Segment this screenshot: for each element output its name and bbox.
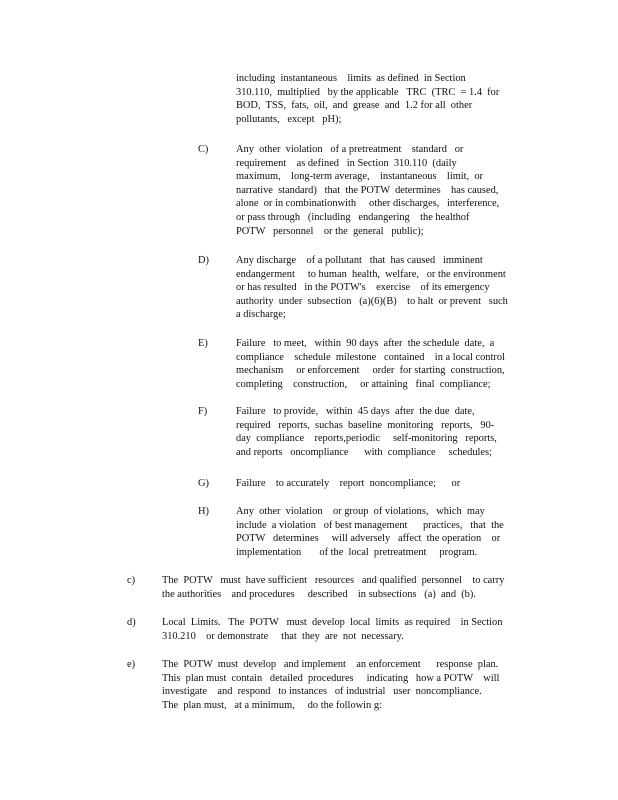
section-text: The POTW must have sufficient resources and qualified personnel to carry the authorities and procedures described in subsections (a) and (b). <box>162 575 505 600</box>
section-label: d) <box>127 617 136 628</box>
list-text: Failure to accurately report noncompliance; or <box>236 478 461 489</box>
list-text: Any discharge of a pollutant that has caused imminent endangerment to human health, welfare, or the environment or has resulted in the POTW's exercise of its emergency authority under subsection (a)(6)(B) to halt or prevent such a discharge; <box>236 255 508 321</box>
list-text: Failure to provide, within 45 days after the due date, required reports, suchas baseline monitoring reports, 90- day compliance reports,periodic self-monitoring reports, and reports oncompliance with compliance schedules; <box>236 406 497 458</box>
section-text: Local Limits. The POTW must develop local limits as required in Section 310.210 or demonstrate that they are not necessary. <box>162 617 503 642</box>
list-label: F) <box>198 406 208 417</box>
list-text: Failure to meet, within 90 days after the schedule date, a compliance schedule milestone contained in a local control mechanism or enforcement order for starting construction, completing construction, or attaining final compliance; <box>236 338 505 390</box>
list-text: Any other violation or group of violations, which may include a violation of best management practices, that the POTW determines will adversely affect the operation or implementation of the local pretreatment program. <box>236 506 504 558</box>
list-label: E) <box>198 338 208 349</box>
section-label: e) <box>127 659 136 670</box>
list-label: G) <box>198 478 209 489</box>
list-text: Any other violation of a pretreatment standard or requirement as defined in Section 310.110 (daily maximum, long-term average, instantaneous limit, or narrative standard) that the POTW determines has caused, alone or in combinationwith other discharges, interference, or pass through (including endangering the healthof POTW personnel or the general public); <box>236 144 500 237</box>
section-label: c) <box>127 575 136 586</box>
continuation-text: including instantaneous limits as defined in Section 310.110, multiplied by the applicable TRC (TRC = 1.4 for BOD, TSS, fats, oil, and grease and 1.2 for all other pollutants, except pH); <box>236 73 500 125</box>
list-label: D) <box>198 255 209 266</box>
section-text: The POTW must develop and implement an enforcement response plan. This plan must contain detailed procedures indicating how a POTW will investigate and respond to instances of industrial user noncompliance. The plan must, at a minimum, do the followin g: <box>162 659 500 711</box>
list-label: C) <box>198 144 209 155</box>
list-label: H) <box>198 506 209 517</box>
